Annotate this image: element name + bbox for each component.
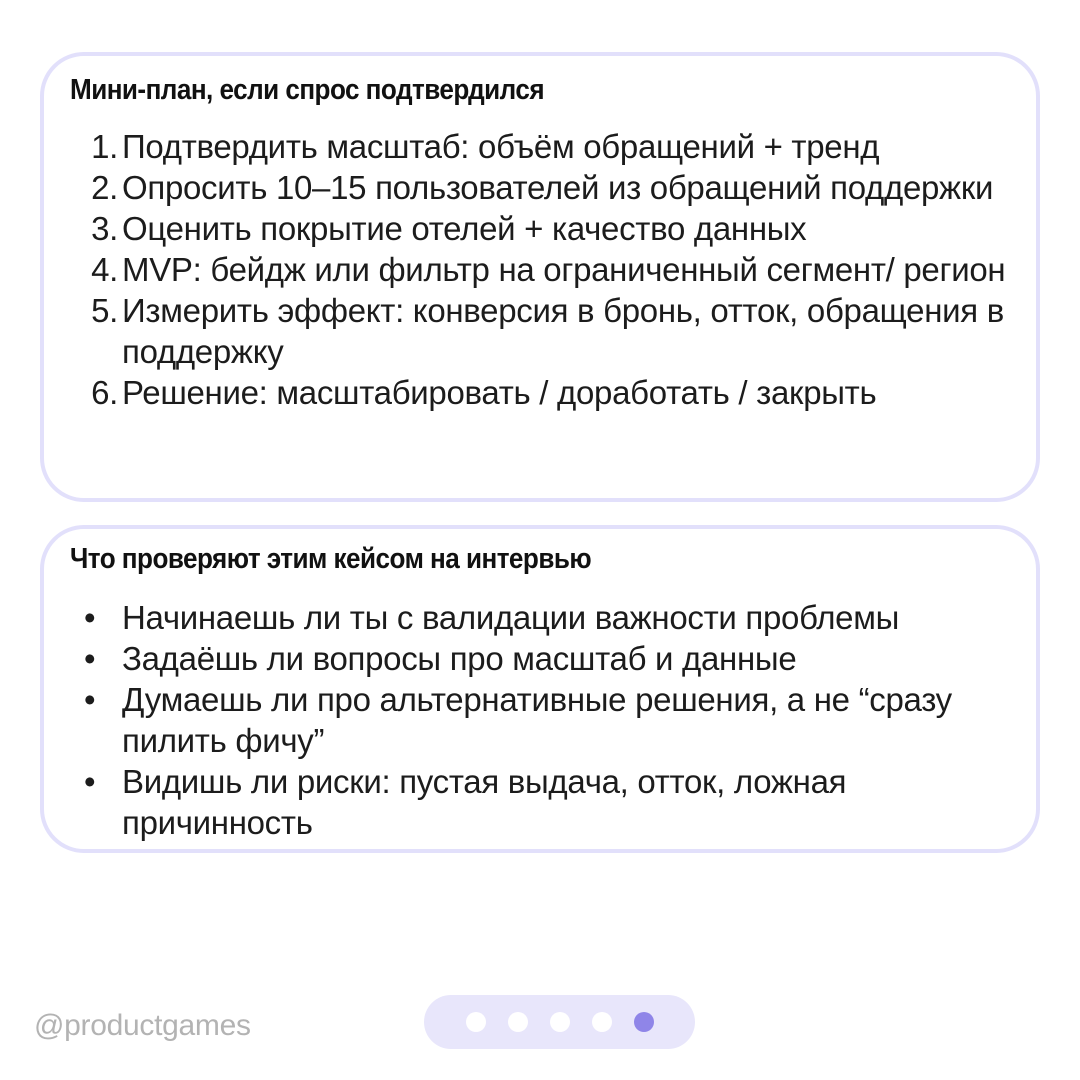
carousel-pager bbox=[424, 995, 695, 1049]
pager-dot-4[interactable] bbox=[592, 1012, 612, 1032]
plan-item-text: Решение: масштабировать / доработать / закрыть bbox=[122, 374, 877, 411]
plan-item bbox=[70, 167, 1016, 208]
checks-item-text: Думаешь ли про альтернативные решения, а не “сразу пилить фичу” bbox=[122, 681, 952, 759]
checks-item-text: Задаёшь ли вопросы про масштаб и данные bbox=[122, 640, 797, 677]
bullet-icon: • bbox=[84, 681, 96, 718]
plan-item-text: Опросить 10–15 пользователей из обращений поддержки bbox=[122, 169, 994, 206]
pager-dot-2[interactable] bbox=[508, 1012, 528, 1032]
plan-item bbox=[70, 126, 1016, 167]
interview-checks-card bbox=[40, 525, 1040, 853]
checks-item bbox=[70, 638, 1016, 679]
plan-item-text: MVP: бейдж или фильтр на ограниченный сегмент/ регион bbox=[122, 251, 1006, 288]
plan-title: Мини-план, если спрос подтвердился bbox=[70, 74, 545, 106]
plan-item-number: 4. bbox=[91, 251, 118, 288]
pager-dot-5[interactable] bbox=[634, 1012, 654, 1032]
plan-item bbox=[70, 208, 1016, 249]
plan-item-text: Оценить покрытие отелей + качество данных bbox=[122, 210, 807, 247]
plan-item-number: 2. bbox=[91, 169, 118, 206]
checks-title: Что проверяют этим кейсом на интервью bbox=[70, 543, 592, 575]
plan-item bbox=[70, 290, 1016, 372]
checks-list bbox=[70, 597, 1016, 843]
checks-item bbox=[70, 679, 1016, 761]
plan-item-number: 3. bbox=[91, 210, 118, 247]
bullet-icon: • bbox=[84, 599, 96, 636]
plan-item bbox=[70, 372, 1016, 413]
checks-item bbox=[70, 761, 1016, 843]
bullet-icon: • bbox=[84, 763, 96, 800]
checks-item-text: Начинаешь ли ты с валидации важности проблемы bbox=[122, 599, 900, 636]
plan-item-text: Подтвердить масштаб: объём обращений + тренд bbox=[122, 128, 880, 165]
checks-item-text: Видишь ли риски: пустая выдача, отток, ложная причинность bbox=[122, 763, 847, 841]
plan-item-text: Измерить эффект: конверсия в бронь, отток, обращения в поддержку bbox=[122, 292, 1004, 370]
bullet-icon: • bbox=[84, 640, 96, 677]
pager-dot-3[interactable] bbox=[550, 1012, 570, 1032]
pager-dot-1[interactable] bbox=[466, 1012, 486, 1032]
account-handle: @productgames bbox=[34, 1009, 251, 1042]
plan-item-number: 5. bbox=[91, 292, 118, 329]
plan-item-number: 1. bbox=[91, 128, 118, 165]
plan-card bbox=[40, 52, 1040, 502]
plan-item-number: 6. bbox=[91, 374, 118, 411]
plan-list bbox=[70, 126, 1016, 413]
plan-item bbox=[70, 249, 1016, 290]
checks-item bbox=[70, 597, 1016, 638]
